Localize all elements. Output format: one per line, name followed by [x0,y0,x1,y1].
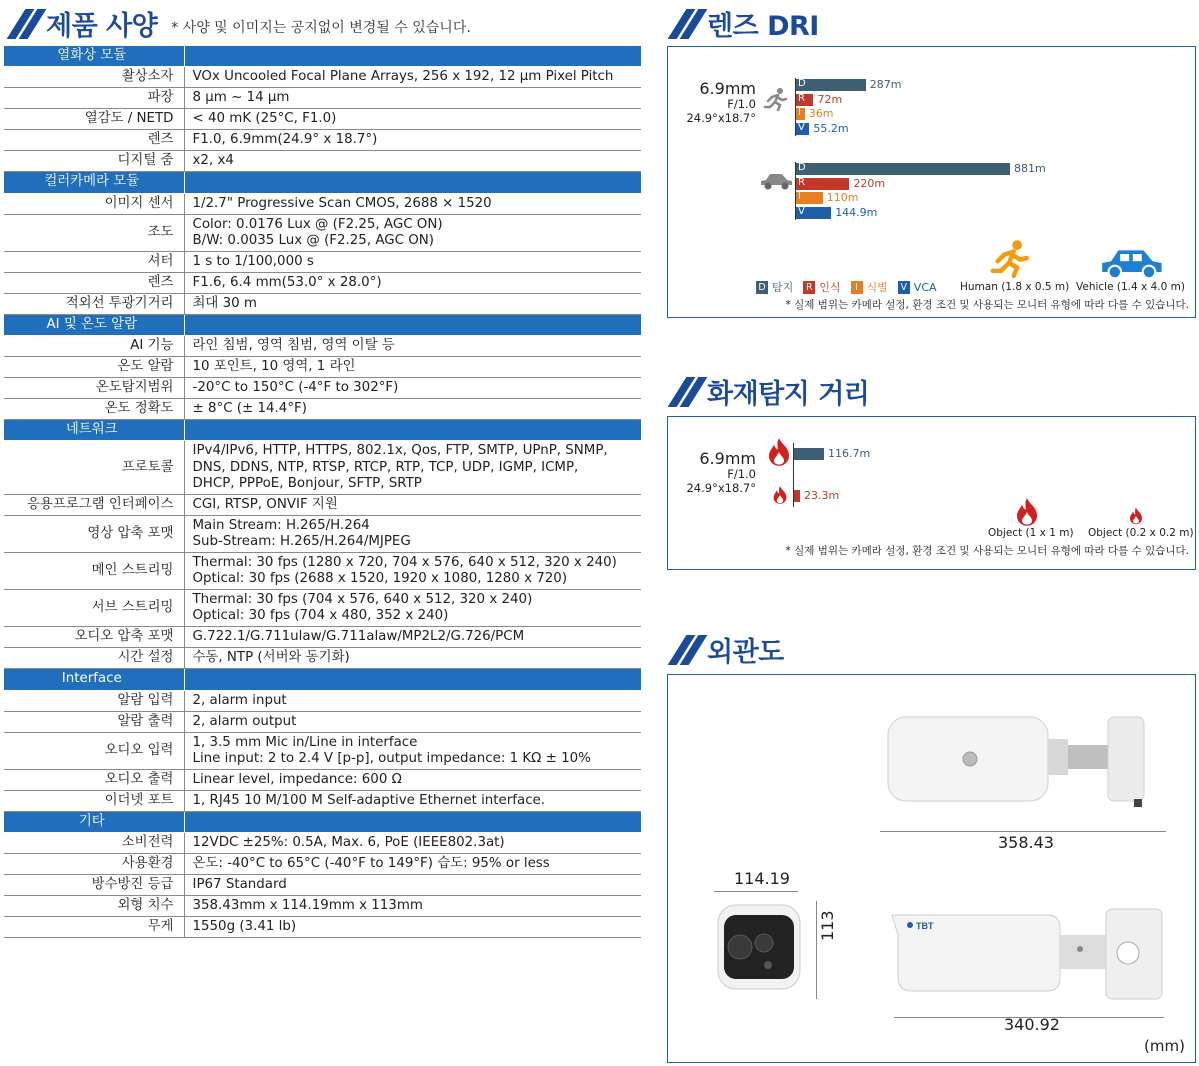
spec-value [184,833,641,854]
spec-value-line: < 40 mK (25°C, F1.0) [192,111,337,127]
dim-height: 113 [818,910,837,941]
spec-key: 프로토콜 [4,441,184,494]
spec-value [184,193,641,214]
slash-icon [667,635,701,665]
spec-row [4,357,641,378]
bar-letter: D [798,78,806,89]
running-person-icon [762,87,788,111]
spec-value-line: IPv4/IPv6, HTTP, HTTPS, 802.1x, Qos, FTP, SMTP, UPnP, SNMP, [192,443,608,459]
fire-object-large-icon [1014,497,1040,527]
spec-key: 렌즈 [4,272,184,293]
spec-value [184,790,641,811]
chart-bar [796,192,823,204]
spec-value-line: Linear level, impedance: 600 Ω [192,771,402,787]
human-target-icon [988,237,1030,279]
spec-row [4,193,641,214]
spec-section-row [4,669,641,690]
spec-key: 오디오 압축 포맷 [4,627,184,648]
bar-value-label: 144.9m [835,205,878,219]
fire-lens-info [682,449,756,496]
fire-disclaimer: * 실제 범위는 카메라 설정, 환경 조건 및 사용되는 모니터 유형에 따라 다를 수 있습니다. [785,545,1189,557]
spec-value-line: CGI, RTSP, ONVIF 지원 [192,496,338,512]
spec-value-line: 8 µm ~ 14 µm [192,90,290,106]
fire-lens-f: F/1.0 [727,467,756,481]
spec-value [184,515,641,552]
spec-section-fill [184,669,641,690]
spec-key: 메인 스트리밍 [4,552,184,589]
spec-section-label: Interface [4,669,184,690]
spec-key: 온도탐지범위 [4,378,184,399]
dim-line-top [880,831,1166,832]
spec-row [4,552,641,589]
spec-row [4,109,641,130]
appearance-heading [667,630,784,669]
appearance-title: 외관도 [707,637,784,668]
spec-value [184,214,641,251]
bar-value-label: 881m [1014,162,1046,175]
dri-legend [756,279,947,295]
spec-value [184,590,641,627]
spec-section-fill [184,811,641,832]
spec-key: 파장 [4,88,184,109]
spec-value [184,917,641,938]
chart-bar [796,79,866,91]
spec-value [184,109,641,130]
legend-chip: I [851,281,863,294]
spec-row [4,711,641,732]
spec-row [4,790,641,811]
spec-row [4,732,641,769]
spec-value-line: 온도: -40°C to 65°C (-40°F to 149°F) 습도: 95% or less [192,856,550,872]
dri-lens-info [682,79,756,126]
spec-heading [6,4,471,43]
dri-lens-fov: 24.9°x18.7° [686,110,756,125]
dri-heading [667,4,819,43]
spec-value-line: 2, alarm output [192,713,297,729]
chart-bar [796,207,831,219]
bar-letter: I [798,191,801,202]
spec-section-fill [184,172,641,193]
spec-note: * 사양 및 이미지는 공지없이 변경될 수 있습니다. [171,19,471,36]
spec-value-line: 라인 침범, 영역 침범, 영역 이탈 등 [192,338,395,354]
appearance-panel [667,674,1196,1063]
vehicle-target-icon [1098,245,1164,281]
spec-key: AI 기능 [4,336,184,357]
slash-icon [6,9,40,39]
spec-value [184,769,641,790]
dim-line-height [816,901,817,999]
spec-table [4,46,641,938]
spec-value-line: B/W: 0.0035 Lux @ (F2.25, AGC ON) [192,232,435,248]
spec-section-label: 기타 [4,811,184,832]
spec-row [4,336,641,357]
spec-section-row [4,315,641,336]
dri-title: 렌즈 DRI [707,11,819,42]
bar-letter: I [798,107,801,118]
spec-row [4,769,641,790]
spec-row [4,272,641,293]
spec-value [184,336,641,357]
bar-value-label: 220m [853,176,886,190]
spec-value [184,494,641,515]
spec-section-fill [184,420,641,441]
spec-value-line: F1.6, 6.4 mm(53.0° x 28.0°) [192,274,382,290]
spec-value-line: 1, RJ45 10 M/100 M Self-adaptive Ethernet interface. [192,792,546,808]
spec-row [4,515,641,552]
spec-value [184,854,641,875]
spec-row [4,627,641,648]
spec-key: 무게 [4,917,184,938]
dim-width: 114.19 [734,869,790,888]
bar-value-label: 72m [817,92,843,106]
spec-row [4,293,641,314]
spec-row [4,130,641,151]
spec-value [184,399,641,420]
spec-section-row [4,172,641,193]
spec-key: 렌즈 [4,130,184,151]
spec-section-fill [184,315,641,336]
spec-value-line: IP67 Standard [192,877,287,893]
spec-value-line: 1, 3.5 mm Mic in/Line in interface [192,734,418,750]
spec-value-line: 10 포인트, 10 영역, 1 라인 [192,359,356,375]
spec-value [184,732,641,769]
spec-row [4,875,641,896]
spec-key: 촬상소자 [4,67,184,88]
spec-section-label: 열화상 모듈 [4,46,184,67]
camera-side-view [888,905,1168,1005]
spec-section-label: 컬러카메라 모듈 [4,172,184,193]
spec-key: 온도 알람 [4,357,184,378]
chart-bar [796,178,849,190]
spec-value-line: Optical: 30 fps (704 x 480, 352 x 240) [192,608,449,624]
spec-value [184,88,641,109]
spec-value [184,130,641,151]
bar-value-label: 110m [826,191,859,204]
spec-row [4,917,641,938]
spec-value-line: x2, x4 [192,153,234,169]
spec-value-line: Thermal: 30 fps (1280 x 720, 704 x 576, 640 x 512, 320 x 240) [192,554,617,570]
dri-lens-f: F/1.0 [727,97,756,111]
spec-value-line: DNS, DDNS, NTP, RTSP, RTCP, RTP, TCP, UDP, IGMP, ICMP, [192,459,579,475]
bar-letter: V [798,205,805,217]
spec-row [4,441,641,494]
chart-bar [796,94,813,106]
spec-row [4,88,641,109]
spec-value [184,690,641,711]
legend-label: 탐지 [772,281,794,294]
spec-section-label: 네트워크 [4,420,184,441]
spec-key: 응용프로그램 인터페이스 [4,494,184,515]
car-icon [758,171,794,191]
spec-value [184,896,641,917]
chart-bar [794,490,800,502]
chart-bar [796,108,805,120]
fire-object-small-icon [1128,507,1144,525]
spec-key: 셔터 [4,251,184,272]
spec-value [184,552,641,589]
legend-chip: D [756,281,768,294]
spec-row [4,399,641,420]
spec-row [4,378,641,399]
spec-key: 온도 정확도 [4,399,184,420]
fire-large-icon [766,437,792,467]
spec-value-line: Thermal: 30 fps (704 x 576, 640 x 512, 320 x 240) [192,592,533,608]
fire-panel [667,416,1196,570]
fire-small-icon [772,485,788,505]
slash-icon [667,377,701,407]
spec-section-fill [184,46,641,67]
spec-key: 소비전력 [4,833,184,854]
camera-top-view [884,711,1166,811]
spec-value-line: Main Stream: H.265/H.264 [192,517,370,533]
spec-value-line: -20°C to 150°C (-4°F to 302°F) [192,380,399,396]
spec-value [184,151,641,172]
spec-key: 이더넷 포트 [4,790,184,811]
fire-lens-fov: 24.9°x18.7° [686,480,756,495]
spec-value-line: G.722.1/G.711ulaw/G.711alaw/MP2L2/G.726/PCM [192,629,525,645]
spec-key: 오디오 출력 [4,769,184,790]
spec-value [184,272,641,293]
spec-row [4,214,641,251]
spec-value-line: VOx Uncooled Focal Plane Arrays, 256 x 192, 12 µm Pixel Pitch [192,69,614,85]
spec-row [4,648,641,669]
bar-letter: R [798,176,805,188]
spec-value-line: Optical: 30 fps (2688 x 1520, 1920 x 1080, 1280 x 720) [192,571,568,587]
spec-title: 제품 사양 [46,11,158,42]
spec-key: 조도 [4,214,184,251]
bar-value-label: 287m [869,78,902,91]
spec-value-line: Color: 0.0176 Lux @ (F2.25, AGC ON) [192,216,443,232]
spec-value [184,711,641,732]
human-caption: Human (1.8 x 0.5 m) [960,281,1070,293]
fire-lens-focal: 6.9mm [699,449,756,468]
dim-line-width [714,891,798,892]
legend-label: VCA [913,280,937,294]
camera-front-view [716,903,804,995]
spec-value-line: 1550g (3.41 lb) [192,919,297,935]
spec-key: 이미지 센서 [4,193,184,214]
spec-value [184,378,641,399]
spec-value-line: 358.43mm x 114.19mm x 113mm [192,898,423,914]
spec-row [4,833,641,854]
fire-title: 화재탐지 거리 [707,379,870,410]
spec-row [4,896,641,917]
spec-value-line: 1/2.7" Progressive Scan CMOS, 2688 × 1520 [192,195,492,211]
spec-section-row [4,46,641,67]
spec-row [4,854,641,875]
fire-caption-small: Object (0.2 x 0.2 m) [1088,527,1194,539]
bar-value-label: 36m [808,107,834,120]
legend-chip: V [898,281,910,294]
spec-section-row [4,420,641,441]
bar-letter: D [798,162,806,173]
spec-key: 열감도 / NETD [4,109,184,130]
chart-bar [796,163,1010,175]
fire-caption-large: Object (1 x 1 m) [988,527,1074,539]
bar-value-label: 55.2m [813,121,849,135]
spec-row [4,690,641,711]
spec-value [184,648,641,669]
bar-letter: V [798,121,805,133]
spec-key: 외형 치수 [4,896,184,917]
legend-chip: R [803,281,815,294]
spec-row [4,151,641,172]
bar-value-label: 23.3m [803,489,840,502]
spec-key: 알람 입력 [4,690,184,711]
chart-bar [796,123,809,135]
spec-value [184,627,641,648]
spec-value [184,441,641,494]
bar-letter: R [798,92,805,104]
spec-value [184,293,641,314]
spec-section-row [4,811,641,832]
spec-value [184,357,641,378]
spec-value-line: Sub-Stream: H.265/H.264/MJPEG [192,533,411,549]
spec-key: 디지털 줌 [4,151,184,172]
spec-row [4,590,641,627]
spec-value-line: 2, alarm input [192,692,287,708]
dim-length-bottom: 340.92 [1004,1015,1060,1034]
dri-lens-focal: 6.9mm [699,79,756,98]
legend-label: 식별 [866,281,888,294]
spec-value [184,875,641,896]
spec-value-line: Line input: 2 to 2.4 V [p-p], output impedance: 1 KΩ ± 10% [192,750,591,766]
vehicle-caption: Vehicle (1.4 x 4.0 m) [1076,281,1185,293]
spec-key: 방수방진 등급 [4,875,184,896]
brand-text: TBT [916,921,934,931]
spec-value [184,251,641,272]
spec-row [4,251,641,272]
spec-value-line: 12VDC ±25%: 0.5A, Max. 6, PoE (IEEE802.3at) [192,835,505,851]
dri-disclaimer: * 실제 범위는 카메라 설정, 환경 조건 및 사용되는 모니터 유형에 따라 다를 수 있습니다. [785,299,1189,311]
spec-section-label: AI 및 온도 알람 [4,315,184,336]
spec-value-line: 수동, NTP (서버와 동기화) [192,650,350,666]
spec-key: 오디오 입력 [4,732,184,769]
slash-icon [667,9,701,39]
spec-key: 알람 출력 [4,711,184,732]
unit-label: (mm) [1144,1037,1185,1055]
spec-value-line: 1 s to 1/100,000 s [192,253,314,269]
spec-key: 사용환경 [4,854,184,875]
spec-value-line: 최대 30 m [192,295,257,311]
fire-heading [667,372,869,411]
legend-label: 인식 [819,281,841,294]
spec-key: 영상 압축 포맷 [4,515,184,552]
dri-panel [667,46,1196,318]
dim-length-top: 358.43 [998,833,1054,852]
spec-value-line: ± 8°C (± 14.4°F) [192,401,307,417]
spec-value-line: DHCP, PPPoE, Bonjour, SFTP, SRTP [192,475,422,491]
bar-value-label: 116.7m [828,447,871,460]
spec-value-line: F1.0, 6.9mm(24.9° x 18.7°) [192,132,378,148]
spec-key: 시간 설정 [4,648,184,669]
spec-key: 서브 스트리밍 [4,590,184,627]
spec-row [4,494,641,515]
chart-bar [794,448,824,460]
spec-value [184,67,641,88]
spec-key: 적외선 투광기거리 [4,293,184,314]
spec-row [4,67,641,88]
